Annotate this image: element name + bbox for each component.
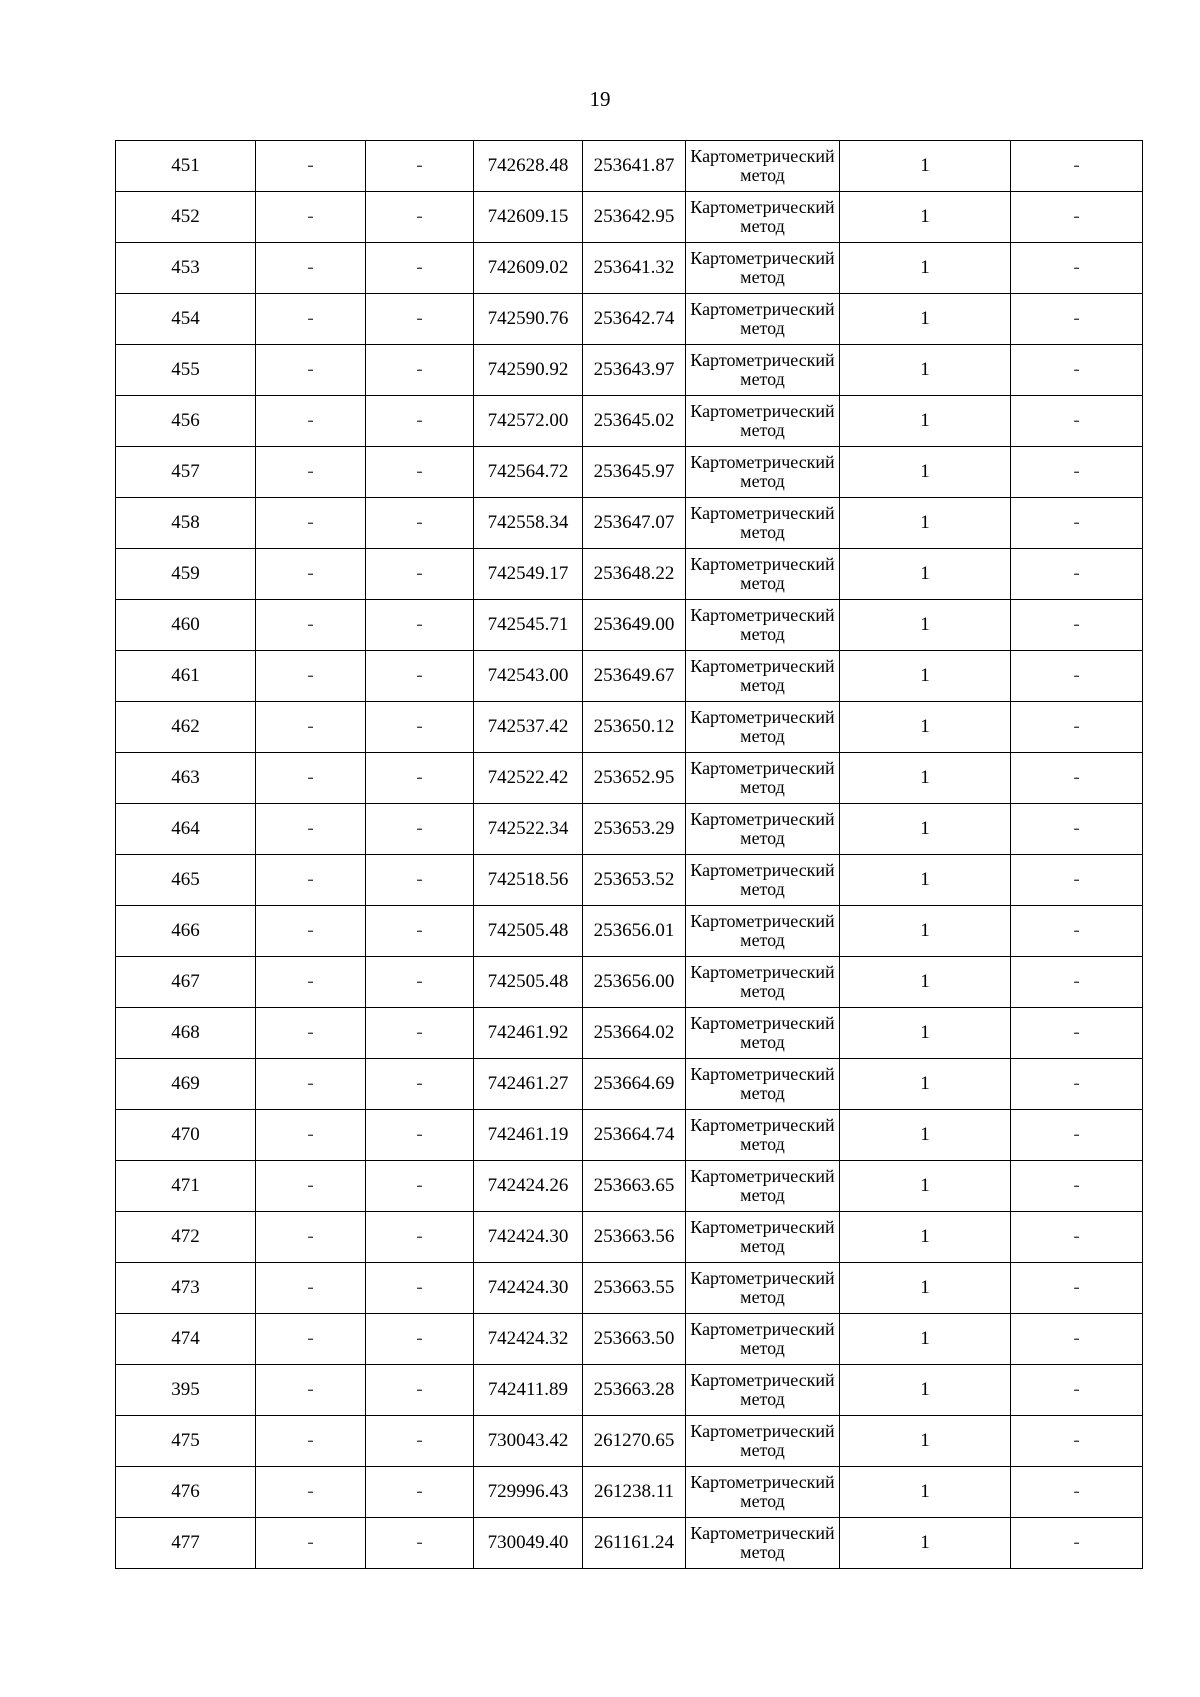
method-cell: Картометрический метод [686, 651, 840, 702]
y-coordinate-cell: 261270.65 [583, 1416, 686, 1467]
empty-value-cell: - [256, 600, 366, 651]
note-cell: - [1011, 243, 1143, 294]
y-coordinate-cell: 253645.97 [583, 447, 686, 498]
empty-value-cell: - [366, 1008, 474, 1059]
point-number-cell: 462 [116, 702, 256, 753]
accuracy-cell: 1 [840, 294, 1011, 345]
method-cell: Картометрический метод [686, 1416, 840, 1467]
table-row [116, 1467, 1143, 1518]
empty-value-cell: - [366, 1365, 474, 1416]
method-cell: Картометрический метод [686, 702, 840, 753]
y-coordinate-cell: 253664.69 [583, 1059, 686, 1110]
method-cell: Картометрический метод [686, 804, 840, 855]
accuracy-cell: 1 [840, 651, 1011, 702]
x-coordinate-cell: 742461.19 [474, 1110, 583, 1161]
accuracy-cell: 1 [840, 1212, 1011, 1263]
empty-value-cell: - [366, 1467, 474, 1518]
empty-value-cell: - [256, 1161, 366, 1212]
note-cell: - [1011, 294, 1143, 345]
table-row [116, 243, 1143, 294]
method-cell: Картометрический метод [686, 600, 840, 651]
empty-value-cell: - [256, 396, 366, 447]
empty-value-cell: - [256, 1518, 366, 1569]
y-coordinate-cell: 253641.87 [583, 141, 686, 192]
method-cell: Картометрический метод [686, 906, 840, 957]
empty-value-cell: - [366, 1518, 474, 1569]
y-coordinate-cell: 253663.50 [583, 1314, 686, 1365]
method-cell: Картометрический метод [686, 957, 840, 1008]
y-coordinate-cell: 253656.00 [583, 957, 686, 1008]
empty-value-cell: - [256, 1212, 366, 1263]
table-row [116, 1161, 1143, 1212]
accuracy-cell: 1 [840, 957, 1011, 1008]
point-number-cell: 473 [116, 1263, 256, 1314]
y-coordinate-cell: 253642.95 [583, 192, 686, 243]
point-number-cell: 470 [116, 1110, 256, 1161]
point-number-cell: 466 [116, 906, 256, 957]
empty-value-cell: - [256, 702, 366, 753]
method-cell: Картометрический метод [686, 447, 840, 498]
empty-value-cell: - [366, 906, 474, 957]
accuracy-cell: 1 [840, 1110, 1011, 1161]
table-row [116, 192, 1143, 243]
accuracy-cell: 1 [840, 1467, 1011, 1518]
point-number-cell: 472 [116, 1212, 256, 1263]
empty-value-cell: - [366, 804, 474, 855]
note-cell: - [1011, 702, 1143, 753]
table-row [116, 906, 1143, 957]
accuracy-cell: 1 [840, 702, 1011, 753]
point-number-cell: 455 [116, 345, 256, 396]
method-cell: Картометрический метод [686, 1518, 840, 1569]
point-number-cell: 475 [116, 1416, 256, 1467]
point-number-cell: 461 [116, 651, 256, 702]
point-number-cell: 476 [116, 1467, 256, 1518]
table-row [116, 1365, 1143, 1416]
y-coordinate-cell: 253653.52 [583, 855, 686, 906]
accuracy-cell: 1 [840, 1314, 1011, 1365]
y-coordinate-cell: 253643.97 [583, 345, 686, 396]
coordinates-table-body [116, 141, 1143, 1569]
table-row [116, 447, 1143, 498]
x-coordinate-cell: 742590.76 [474, 294, 583, 345]
y-coordinate-cell: 253642.74 [583, 294, 686, 345]
point-number-cell: 465 [116, 855, 256, 906]
table-row [116, 294, 1143, 345]
table-row [116, 1110, 1143, 1161]
empty-value-cell: - [366, 855, 474, 906]
x-coordinate-cell: 742461.92 [474, 1008, 583, 1059]
note-cell: - [1011, 753, 1143, 804]
table-row [116, 855, 1143, 906]
y-coordinate-cell: 253647.07 [583, 498, 686, 549]
accuracy-cell: 1 [840, 447, 1011, 498]
accuracy-cell: 1 [840, 1059, 1011, 1110]
point-number-cell: 467 [116, 957, 256, 1008]
y-coordinate-cell: 253649.67 [583, 651, 686, 702]
empty-value-cell: - [366, 1416, 474, 1467]
note-cell: - [1011, 651, 1143, 702]
x-coordinate-cell: 730043.42 [474, 1416, 583, 1467]
note-cell: - [1011, 1518, 1143, 1569]
x-coordinate-cell: 742537.42 [474, 702, 583, 753]
accuracy-cell: 1 [840, 141, 1011, 192]
accuracy-cell: 1 [840, 600, 1011, 651]
empty-value-cell: - [256, 1365, 366, 1416]
empty-value-cell: - [256, 549, 366, 600]
empty-value-cell: - [366, 345, 474, 396]
point-number-cell: 469 [116, 1059, 256, 1110]
y-coordinate-cell: 253652.95 [583, 753, 686, 804]
empty-value-cell: - [256, 1314, 366, 1365]
empty-value-cell: - [366, 1314, 474, 1365]
point-number-cell: 464 [116, 804, 256, 855]
empty-value-cell: - [256, 855, 366, 906]
accuracy-cell: 1 [840, 549, 1011, 600]
x-coordinate-cell: 742628.48 [474, 141, 583, 192]
empty-value-cell: - [366, 1212, 474, 1263]
empty-value-cell: - [366, 1161, 474, 1212]
accuracy-cell: 1 [840, 1008, 1011, 1059]
note-cell: - [1011, 855, 1143, 906]
empty-value-cell: - [366, 651, 474, 702]
empty-value-cell: - [256, 804, 366, 855]
point-number-cell: 459 [116, 549, 256, 600]
x-coordinate-cell: 742424.26 [474, 1161, 583, 1212]
note-cell: - [1011, 957, 1143, 1008]
accuracy-cell: 1 [840, 804, 1011, 855]
y-coordinate-cell: 253663.65 [583, 1161, 686, 1212]
empty-value-cell: - [366, 192, 474, 243]
x-coordinate-cell: 742522.42 [474, 753, 583, 804]
table-row [116, 141, 1143, 192]
accuracy-cell: 1 [840, 192, 1011, 243]
y-coordinate-cell: 261238.11 [583, 1467, 686, 1518]
empty-value-cell: - [366, 498, 474, 549]
x-coordinate-cell: 729996.43 [474, 1467, 583, 1518]
empty-value-cell: - [256, 957, 366, 1008]
table-row [116, 753, 1143, 804]
method-cell: Картометрический метод [686, 1110, 840, 1161]
y-coordinate-cell: 253648.22 [583, 549, 686, 600]
empty-value-cell: - [256, 1263, 366, 1314]
accuracy-cell: 1 [840, 1365, 1011, 1416]
y-coordinate-cell: 253664.02 [583, 1008, 686, 1059]
note-cell: - [1011, 1416, 1143, 1467]
empty-value-cell: - [256, 294, 366, 345]
x-coordinate-cell: 742572.00 [474, 396, 583, 447]
method-cell: Картометрический метод [686, 1263, 840, 1314]
empty-value-cell: - [366, 141, 474, 192]
empty-value-cell: - [256, 1008, 366, 1059]
method-cell: Картометрический метод [686, 141, 840, 192]
x-coordinate-cell: 742543.00 [474, 651, 583, 702]
method-cell: Картометрический метод [686, 1467, 840, 1518]
empty-value-cell: - [256, 243, 366, 294]
empty-value-cell: - [256, 141, 366, 192]
accuracy-cell: 1 [840, 396, 1011, 447]
x-coordinate-cell: 742505.48 [474, 906, 583, 957]
table-row [116, 804, 1143, 855]
x-coordinate-cell: 742609.02 [474, 243, 583, 294]
y-coordinate-cell: 253663.56 [583, 1212, 686, 1263]
empty-value-cell: - [256, 345, 366, 396]
table-row [116, 1059, 1143, 1110]
table-row [116, 1314, 1143, 1365]
empty-value-cell: - [256, 498, 366, 549]
note-cell: - [1011, 600, 1143, 651]
x-coordinate-cell: 742558.34 [474, 498, 583, 549]
empty-value-cell: - [366, 243, 474, 294]
x-coordinate-cell: 730049.40 [474, 1518, 583, 1569]
note-cell: - [1011, 549, 1143, 600]
table-row [116, 1518, 1143, 1569]
empty-value-cell: - [366, 753, 474, 804]
note-cell: - [1011, 1161, 1143, 1212]
accuracy-cell: 1 [840, 1518, 1011, 1569]
table-row [116, 957, 1143, 1008]
y-coordinate-cell: 253653.29 [583, 804, 686, 855]
x-coordinate-cell: 742411.89 [474, 1365, 583, 1416]
note-cell: - [1011, 141, 1143, 192]
empty-value-cell: - [256, 753, 366, 804]
accuracy-cell: 1 [840, 345, 1011, 396]
x-coordinate-cell: 742424.30 [474, 1263, 583, 1314]
point-number-cell: 460 [116, 600, 256, 651]
point-number-cell: 451 [116, 141, 256, 192]
x-coordinate-cell: 742564.72 [474, 447, 583, 498]
empty-value-cell: - [256, 1110, 366, 1161]
method-cell: Картометрический метод [686, 855, 840, 906]
note-cell: - [1011, 1467, 1143, 1518]
point-number-cell: 454 [116, 294, 256, 345]
x-coordinate-cell: 742522.34 [474, 804, 583, 855]
method-cell: Картометрический метод [686, 498, 840, 549]
method-cell: Картометрический метод [686, 549, 840, 600]
y-coordinate-cell: 253649.00 [583, 600, 686, 651]
accuracy-cell: 1 [840, 1263, 1011, 1314]
x-coordinate-cell: 742461.27 [474, 1059, 583, 1110]
point-number-cell: 471 [116, 1161, 256, 1212]
y-coordinate-cell: 253650.12 [583, 702, 686, 753]
note-cell: - [1011, 804, 1143, 855]
method-cell: Картометрический метод [686, 396, 840, 447]
point-number-cell: 463 [116, 753, 256, 804]
empty-value-cell: - [366, 1110, 474, 1161]
method-cell: Картометрический метод [686, 1008, 840, 1059]
empty-value-cell: - [256, 906, 366, 957]
table-row [116, 1263, 1143, 1314]
x-coordinate-cell: 742590.92 [474, 345, 583, 396]
x-coordinate-cell: 742505.48 [474, 957, 583, 1008]
table-row [116, 396, 1143, 447]
accuracy-cell: 1 [840, 243, 1011, 294]
table-row [116, 651, 1143, 702]
accuracy-cell: 1 [840, 753, 1011, 804]
point-number-cell: 457 [116, 447, 256, 498]
table-row [116, 702, 1143, 753]
point-number-cell: 453 [116, 243, 256, 294]
note-cell: - [1011, 1263, 1143, 1314]
note-cell: - [1011, 906, 1143, 957]
coordinates-table [115, 140, 1143, 1569]
empty-value-cell: - [256, 447, 366, 498]
empty-value-cell: - [366, 294, 474, 345]
method-cell: Картометрический метод [686, 1059, 840, 1110]
x-coordinate-cell: 742609.15 [474, 192, 583, 243]
x-coordinate-cell: 742549.17 [474, 549, 583, 600]
table-row [116, 600, 1143, 651]
point-number-cell: 474 [116, 1314, 256, 1365]
empty-value-cell: - [366, 447, 474, 498]
note-cell: - [1011, 1110, 1143, 1161]
table-row [116, 1008, 1143, 1059]
y-coordinate-cell: 253641.32 [583, 243, 686, 294]
point-number-cell: 458 [116, 498, 256, 549]
table-row [116, 1212, 1143, 1263]
note-cell: - [1011, 447, 1143, 498]
x-coordinate-cell: 742424.32 [474, 1314, 583, 1365]
empty-value-cell: - [256, 1416, 366, 1467]
point-number-cell: 477 [116, 1518, 256, 1569]
method-cell: Картометрический метод [686, 1314, 840, 1365]
empty-value-cell: - [256, 1467, 366, 1518]
empty-value-cell: - [366, 1059, 474, 1110]
empty-value-cell: - [256, 651, 366, 702]
point-number-cell: 452 [116, 192, 256, 243]
note-cell: - [1011, 1059, 1143, 1110]
accuracy-cell: 1 [840, 1161, 1011, 1212]
method-cell: Картометрический метод [686, 1212, 840, 1263]
method-cell: Картометрический метод [686, 753, 840, 804]
empty-value-cell: - [256, 192, 366, 243]
method-cell: Картометрический метод [686, 294, 840, 345]
empty-value-cell: - [366, 549, 474, 600]
table-row [116, 549, 1143, 600]
y-coordinate-cell: 253663.55 [583, 1263, 686, 1314]
point-number-cell: 468 [116, 1008, 256, 1059]
y-coordinate-cell: 261161.24 [583, 1518, 686, 1569]
table-row [116, 345, 1143, 396]
method-cell: Картометрический метод [686, 345, 840, 396]
note-cell: - [1011, 498, 1143, 549]
x-coordinate-cell: 742518.56 [474, 855, 583, 906]
y-coordinate-cell: 253664.74 [583, 1110, 686, 1161]
table-row [116, 1416, 1143, 1467]
note-cell: - [1011, 192, 1143, 243]
empty-value-cell: - [366, 702, 474, 753]
method-cell: Картометрический метод [686, 1365, 840, 1416]
point-number-cell: 456 [116, 396, 256, 447]
page-number: 19 [589, 87, 611, 111]
x-coordinate-cell: 742545.71 [474, 600, 583, 651]
empty-value-cell: - [366, 396, 474, 447]
note-cell: - [1011, 1008, 1143, 1059]
method-cell: Картометрический метод [686, 192, 840, 243]
accuracy-cell: 1 [840, 1416, 1011, 1467]
empty-value-cell: - [366, 600, 474, 651]
note-cell: - [1011, 396, 1143, 447]
note-cell: - [1011, 345, 1143, 396]
point-number-cell: 395 [116, 1365, 256, 1416]
note-cell: - [1011, 1365, 1143, 1416]
note-cell: - [1011, 1212, 1143, 1263]
accuracy-cell: 1 [840, 498, 1011, 549]
method-cell: Картометрический метод [686, 1161, 840, 1212]
method-cell: Картометрический метод [686, 243, 840, 294]
empty-value-cell: - [256, 1059, 366, 1110]
empty-value-cell: - [366, 957, 474, 1008]
y-coordinate-cell: 253645.02 [583, 396, 686, 447]
table-row [116, 498, 1143, 549]
accuracy-cell: 1 [840, 906, 1011, 957]
note-cell: - [1011, 1314, 1143, 1365]
accuracy-cell: 1 [840, 855, 1011, 906]
x-coordinate-cell: 742424.30 [474, 1212, 583, 1263]
empty-value-cell: - [366, 1263, 474, 1314]
y-coordinate-cell: 253663.28 [583, 1365, 686, 1416]
y-coordinate-cell: 253656.01 [583, 906, 686, 957]
